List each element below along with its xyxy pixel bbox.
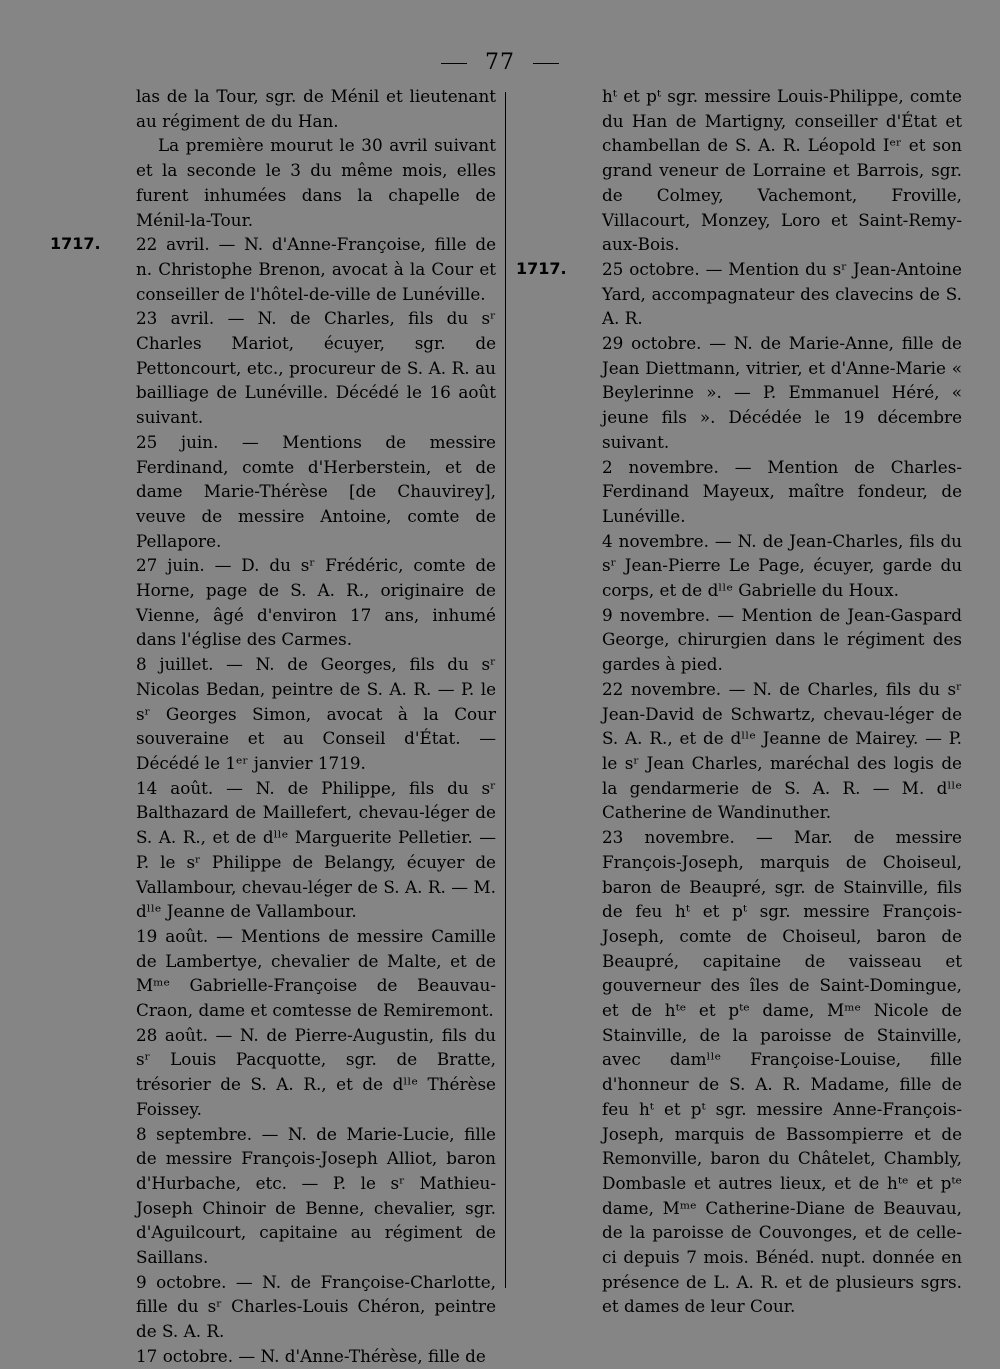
register-entry (40, 1122, 496, 1270)
entry-text: 19 août. — Mentions de messire Camille de Lambertye, chevalier de Malte, et de Mᵐᵉ Gabrielle-Françoise de Beauvau-Craon, dame et comtesse de Remiremont. (136, 925, 496, 1021)
register-entry (516, 257, 962, 331)
entry-text: 27 juin. — D. du sʳ Frédéric, comte de Horne, page de S. A. R., originaire de Vienne, âgé d'environ 17 ans, inhumé dans l'église des Carmes. (136, 555, 496, 650)
register-entry (516, 455, 962, 529)
register-entry (516, 603, 962, 677)
register-entry (40, 133, 496, 232)
page-number: 77 (485, 50, 515, 75)
entry-text: 29 octobre. — N. de Marie-Anne, fille de Jean Diettmann, vitrier, et d'Anne-Marie « Beylerinne ». — P. Emmanuel Héré, « jeune fils ». Décédée le 19 décembre suivant. (602, 333, 962, 452)
entry-text: 8 juillet. — N. de Georges, fils du sʳ Nicolas Bedan, peintre de S. A. R. — P. le sʳ Georges Simon, avocat à la Cour souveraine et au Conseil d'État. — Décédé le 1ᵉʳ janvier 1719. (136, 654, 496, 773)
right-column (516, 84, 962, 1319)
entry-text: 14 août. — N. de Philippe, fils du sʳ Balthazard de Maillefert, chevau-léger de S. A. R., et de dˡˡᵉ Marguerite Pelletier. — P. le sʳ Philippe de Belangy, écuyer de Vallambour, chevau-léger de S. A. R. — M. dˡˡᵉ Jeanne de Vallambour. (136, 777, 496, 922)
entry-text: 25 octobre. — Mention du sʳ Jean-Antoine Yard, accompagnateur des clavecins de S. A. R. (602, 258, 962, 329)
register-entry (40, 1344, 496, 1369)
entry-text: La première mourut le 30 avril suivant et la seconde le 3 du même mois, elles furent inhumées dans la chapelle de Ménil-la-Tour. (136, 135, 496, 230)
entry-text: 8 septembre. — N. de Marie-Lucie, fille de messire François-Joseph Alliot, baron d'Hurbache, etc. — P. le sʳ Mathieu-Joseph Chinoir de Benne, chevalier, sgr. d'Aguilcourt, capitaine au régiment de Saillans. (136, 1123, 496, 1268)
entry-year: 1717. (516, 258, 567, 278)
entry-text: 9 novembre. — Mention de Jean-Gaspard George, chirurgien dans le régiment des gardes à pied. (602, 604, 962, 675)
register-entry (40, 232, 496, 306)
header-dash-right (533, 63, 559, 64)
register-entry (40, 84, 496, 133)
register-entry (40, 924, 496, 1023)
register-entry (516, 677, 962, 825)
entry-text: 17 octobre. — N. d'Anne-Thérèse, fille de (136, 1345, 486, 1366)
register-entry (516, 825, 962, 1319)
entry-text: 23 avril. — N. de Charles, fils du sʳ Charles Mariot, écuyer, sgr. de Pettoncourt, etc., procureur de S. A. R. au bailliage de Lunéville. Décédé le 16 août suivant. (136, 308, 496, 428)
register-entry (40, 553, 496, 652)
entry-text: 22 novembre. — N. de Charles, fils du sʳ Jean-David de Schwartz, chevau-léger de S. A. R., et de dˡˡᵉ Jeanne de Mairey. — P. le sʳ Jean Charles, maréchal des logis de la gendarmerie de S. A. R. — M. dˡˡᵉ Catherine de Wandinuther. (602, 678, 962, 823)
left-column (40, 84, 496, 1369)
register-entry (40, 1023, 496, 1122)
entry-text: 23 novembre. — Mar. de messire François-Joseph, marquis de Choiseul, baron de Beaupré, sgr. de Stainville, fils de feu hᵗ et pᵗ sgr. messire François-Joseph, comte de Choiseul, baron de Beaupré, capitaine de vaisseau et gouverneur des îles de Saint-Domingue, et de hᵗᵉ et pᵗᵉ dame, Mᵐᵉ Nicole de Stainville, de la paroisse de Stainville, avec damˡˡᵉ Françoise-Louise, fille d'honneur de S. A. R. Madame, fille de feu hᵗ et pᵗ sgr. messire Anne-François-Joseph, marquis de Bassompierre et de Remonville, baron du Châtelet, Chambly, Dombasle et autres lieux, et de hᵗᵉ et pᵗᵉ dame, Mᵐᵉ Catherine-Diane de Beauvau, de la paroisse de Couvonges, et de celle-ci depuis 7 mois. Bénéd. nupt. donnée en présence de L. A. R. et de plusieurs sgrs. et dames de leur Cour. (602, 827, 962, 1317)
page-header (0, 50, 1000, 75)
entry-year: 1717. (50, 234, 101, 254)
register-entry (40, 1270, 496, 1344)
register-entry (516, 529, 962, 603)
register-entry (40, 306, 496, 430)
entry-text: las de la Tour, sgr. de Ménil et lieutenant au régiment de du Han. (136, 86, 496, 131)
register-entry (40, 776, 496, 924)
entry-text: 22 avril. — N. d'Anne-Françoise, fille de n. Christophe Brenon, avocat à la Cour et conseiller de l'hôtel-de-ville de Lunéville. (136, 234, 496, 304)
entry-text: 28 août. — N. de Pierre-Augustin, fils du sʳ Louis Pacquotte, sgr. de Bratte, trésorier de S. A. R., et de dˡˡᵉ Thérèse Foissey. (136, 1024, 496, 1119)
header-dash-left (441, 63, 467, 64)
entry-text: 4 novembre. — N. de Jean-Charles, fils du sʳ Jean-Pierre Le Page, écuyer, garde du corps, et de dˡˡᵉ Gabrielle du Houx. (602, 530, 962, 601)
entry-text: hᵗ et pᵗ sgr. messire Louis-Philippe, comte du Han de Martigny, conseiller d'État et chambellan de S. A. R. Léopold Iᵉʳ et son grand veneur de Lorraine et Barrois, sgr. de Colmey, Vachemont, Froville, Villacourt, Monzey, Loro et Saint-Remy-aux-Bois. (602, 86, 962, 255)
register-entry (516, 331, 962, 455)
entry-text: 25 juin. — Mentions de messire Ferdinand, comte d'Herberstein, et de dame Marie-Thérèse [de Chauvirey], veuve de messire Antoine, comte de Pellapore. (136, 431, 496, 551)
entry-text: 2 novembre. — Mention de Charles-Ferdinand Mayeux, maître fondeur, de Lunéville. (602, 456, 962, 526)
register-entry (40, 430, 496, 554)
entry-text: 9 octobre. — N. de Françoise-Charlotte, fille du sʳ Charles-Louis Chéron, peintre de S. A. R. (136, 1271, 496, 1342)
register-entry (40, 652, 496, 776)
register-entry (516, 84, 962, 257)
column-divider (505, 92, 506, 1288)
